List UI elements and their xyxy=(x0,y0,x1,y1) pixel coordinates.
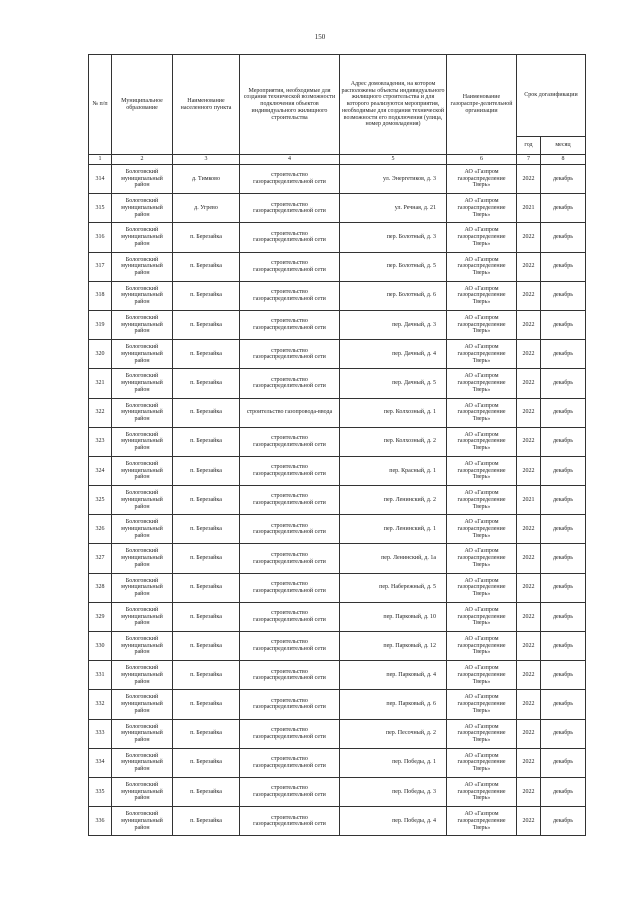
row-number: 325 xyxy=(89,486,112,515)
month-cell: декабрь xyxy=(541,310,586,339)
table-row xyxy=(89,632,586,661)
year-cell: 2022 xyxy=(517,690,541,719)
column-number: 1 xyxy=(89,155,112,165)
address-cell: пер. Ленинский, д. 2 xyxy=(340,486,447,515)
row-number: 328 xyxy=(89,573,112,602)
column-number: 6 xyxy=(447,155,517,165)
row-number: 314 xyxy=(89,165,112,194)
address-cell: пер. Парковый, д. 12 xyxy=(340,632,447,661)
municipality-cell: Бологовский муниципальный район xyxy=(112,690,173,719)
header-num: № п/п xyxy=(89,55,112,155)
settlement-cell: п. Березайка xyxy=(173,369,240,398)
address-cell: пер. Болотный, д. 3 xyxy=(340,223,447,252)
address-cell: пер. Победы, д. 1 xyxy=(340,748,447,777)
address-cell: пер. Болотный, д. 5 xyxy=(340,252,447,281)
measure-cell: строительство газораспределительной сети xyxy=(240,486,340,515)
header-organization: Наименование газораспре-делительной организации xyxy=(447,55,517,155)
measure-cell: строительство газораспределительной сети xyxy=(240,777,340,806)
table-row xyxy=(89,807,586,836)
table-row xyxy=(89,544,586,573)
month-cell: декабрь xyxy=(541,223,586,252)
municipality-cell: Бологовский муниципальный район xyxy=(112,194,173,223)
month-cell: декабрь xyxy=(541,281,586,310)
address-cell: пер. Дачный, д. 4 xyxy=(340,340,447,369)
measure-cell: строительство газораспределительной сети xyxy=(240,223,340,252)
address-cell: пер. Ленинский, д. 1 xyxy=(340,515,447,544)
settlement-cell: п. Березайка xyxy=(173,252,240,281)
year-cell: 2022 xyxy=(517,807,541,836)
table-row xyxy=(89,661,586,690)
year-cell: 2022 xyxy=(517,427,541,456)
organization-cell: АО «Газпром газораспределение Тверь» xyxy=(447,807,517,836)
year-cell: 2022 xyxy=(517,544,541,573)
month-cell: декабрь xyxy=(541,398,586,427)
settlement-cell: п. Березайка xyxy=(173,573,240,602)
municipality-cell: Бологовский муниципальный район xyxy=(112,486,173,515)
month-cell: декабрь xyxy=(541,690,586,719)
month-cell: декабрь xyxy=(541,194,586,223)
measure-cell: строительство газораспределительной сети xyxy=(240,632,340,661)
header-deadline: Срок догазификации xyxy=(517,55,586,137)
municipality-cell: Бологовский муниципальный район xyxy=(112,369,173,398)
month-cell: декабрь xyxy=(541,573,586,602)
month-cell: декабрь xyxy=(541,661,586,690)
organization-cell: АО «Газпром газораспределение Тверь» xyxy=(447,602,517,631)
table-row xyxy=(89,486,586,515)
address-cell: пер. Колхозный, д. 1 xyxy=(340,398,447,427)
settlement-cell: п. Березайка xyxy=(173,690,240,719)
year-cell: 2021 xyxy=(517,194,541,223)
municipality-cell: Бологовский муниципальный район xyxy=(112,777,173,806)
column-number: 7 xyxy=(517,155,541,165)
table-row xyxy=(89,777,586,806)
measure-cell: строительство газораспределительной сети xyxy=(240,690,340,719)
address-cell: пер. Парковый, д. 10 xyxy=(340,602,447,631)
month-cell: декабрь xyxy=(541,427,586,456)
table-row xyxy=(89,252,586,281)
address-cell: ул. Энергетиков, д. 3 xyxy=(340,165,447,194)
table-row xyxy=(89,690,586,719)
row-number: 336 xyxy=(89,807,112,836)
address-cell: пер. Красный, д. 1 xyxy=(340,456,447,485)
settlement-cell: п. Березайка xyxy=(173,632,240,661)
address-cell: пер. Дачный, д. 5 xyxy=(340,369,447,398)
measure-cell: строительство газораспределительной сети xyxy=(240,544,340,573)
settlement-cell: п. Березайка xyxy=(173,515,240,544)
row-number: 318 xyxy=(89,281,112,310)
gasification-table xyxy=(88,54,586,836)
municipality-cell: Бологовский муниципальный район xyxy=(112,398,173,427)
municipality-cell: Бологовский муниципальный район xyxy=(112,632,173,661)
header-month: месяц xyxy=(541,137,586,155)
organization-cell: АО «Газпром газораспределение Тверь» xyxy=(447,515,517,544)
table-row xyxy=(89,369,586,398)
month-cell: декабрь xyxy=(541,777,586,806)
year-cell: 2022 xyxy=(517,661,541,690)
measure-cell: строительство газораспределительной сети xyxy=(240,661,340,690)
measure-cell: строительство газораспределительной сети xyxy=(240,807,340,836)
address-cell: пер. Парковый, д. 6 xyxy=(340,690,447,719)
year-cell: 2022 xyxy=(517,456,541,485)
settlement-cell: п. Березайка xyxy=(173,661,240,690)
row-number: 319 xyxy=(89,310,112,339)
row-number: 315 xyxy=(89,194,112,223)
address-cell: пер. Болотный, д. 6 xyxy=(340,281,447,310)
month-cell: декабрь xyxy=(541,340,586,369)
year-cell: 2022 xyxy=(517,369,541,398)
table-row xyxy=(89,515,586,544)
municipality-cell: Бологовский муниципальный район xyxy=(112,340,173,369)
address-cell: пер. Парковый, д. 4 xyxy=(340,661,447,690)
settlement-cell: п. Березайка xyxy=(173,544,240,573)
municipality-cell: Бологовский муниципальный район xyxy=(112,807,173,836)
row-number: 333 xyxy=(89,719,112,748)
municipality-cell: Бологовский муниципальный район xyxy=(112,223,173,252)
organization-cell: АО «Газпром газораспределение Тверь» xyxy=(447,486,517,515)
month-cell: декабрь xyxy=(541,369,586,398)
measure-cell: строительство газораспределительной сети xyxy=(240,281,340,310)
organization-cell: АО «Газпром газораспределение Тверь» xyxy=(447,165,517,194)
row-number: 317 xyxy=(89,252,112,281)
organization-cell: АО «Газпром газораспределение Тверь» xyxy=(447,223,517,252)
year-cell: 2022 xyxy=(517,165,541,194)
settlement-cell: п. Березайка xyxy=(173,748,240,777)
measure-cell: строительство газораспределительной сети xyxy=(240,310,340,339)
settlement-cell: п. Березайка xyxy=(173,310,240,339)
month-cell: декабрь xyxy=(541,807,586,836)
row-number: 321 xyxy=(89,369,112,398)
year-cell: 2022 xyxy=(517,602,541,631)
column-number: 3 xyxy=(173,155,240,165)
settlement-cell: п. Березайка xyxy=(173,486,240,515)
year-cell: 2022 xyxy=(517,252,541,281)
organization-cell: АО «Газпром газораспределение Тверь» xyxy=(447,194,517,223)
table-row xyxy=(89,719,586,748)
settlement-cell: п. Березайка xyxy=(173,340,240,369)
row-number: 326 xyxy=(89,515,112,544)
month-cell: декабрь xyxy=(541,719,586,748)
row-number: 322 xyxy=(89,398,112,427)
settlement-cell: п. Березайка xyxy=(173,807,240,836)
measure-cell: строительство газораспределительной сети xyxy=(240,573,340,602)
row-number: 334 xyxy=(89,748,112,777)
row-number: 323 xyxy=(89,427,112,456)
organization-cell: АО «Газпром газораспределение Тверь» xyxy=(447,690,517,719)
header-year: год xyxy=(517,137,541,155)
organization-cell: АО «Газпром газораспределение Тверь» xyxy=(447,310,517,339)
organization-cell: АО «Газпром газораспределение Тверь» xyxy=(447,544,517,573)
organization-cell: АО «Газпром газораспределение Тверь» xyxy=(447,748,517,777)
address-cell: пер. Набережный, д. 5 xyxy=(340,573,447,602)
table-row xyxy=(89,281,586,310)
year-cell: 2022 xyxy=(517,777,541,806)
year-cell: 2022 xyxy=(517,281,541,310)
organization-cell: АО «Газпром газораспределение Тверь» xyxy=(447,456,517,485)
measure-cell: строительство газораспределительной сети xyxy=(240,456,340,485)
month-cell: декабрь xyxy=(541,165,586,194)
organization-cell: АО «Газпром газораспределение Тверь» xyxy=(447,661,517,690)
month-cell: декабрь xyxy=(541,456,586,485)
month-cell: декабрь xyxy=(541,252,586,281)
month-cell: декабрь xyxy=(541,602,586,631)
organization-cell: АО «Газпром газораспределение Тверь» xyxy=(447,719,517,748)
table-row xyxy=(89,602,586,631)
year-cell: 2022 xyxy=(517,310,541,339)
column-number: 4 xyxy=(240,155,340,165)
header-measure: Мероприятия, необходимые для создания технической возможности подключения объектов индивидуального жилищного строительства xyxy=(240,55,340,155)
table-row xyxy=(89,223,586,252)
measure-cell: строительство газораспределительной сети xyxy=(240,252,340,281)
municipality-cell: Бологовский муниципальный район xyxy=(112,544,173,573)
row-number: 324 xyxy=(89,456,112,485)
year-cell: 2022 xyxy=(517,573,541,602)
settlement-cell: п. Березайка xyxy=(173,777,240,806)
settlement-cell: п. Березайка xyxy=(173,427,240,456)
measure-cell: строительство газораспределительной сети xyxy=(240,719,340,748)
municipality-cell: Бологовский муниципальный район xyxy=(112,573,173,602)
measure-cell: строительство газопровода-ввода xyxy=(240,398,340,427)
settlement-cell: п. Березайка xyxy=(173,281,240,310)
year-cell: 2021 xyxy=(517,486,541,515)
page-number: 150 xyxy=(314,33,326,41)
column-number: 2 xyxy=(112,155,173,165)
table-row xyxy=(89,456,586,485)
organization-cell: АО «Газпром газораспределение Тверь» xyxy=(447,632,517,661)
municipality-cell: Бологовский муниципальный район xyxy=(112,427,173,456)
column-number: 8 xyxy=(541,155,586,165)
measure-cell: строительство газораспределительной сети xyxy=(240,515,340,544)
table-row xyxy=(89,427,586,456)
address-cell: пер. Песочный, д. 2 xyxy=(340,719,447,748)
row-number: 335 xyxy=(89,777,112,806)
municipality-cell: Бологовский муниципальный район xyxy=(112,602,173,631)
table-row xyxy=(89,573,586,602)
table-row xyxy=(89,748,586,777)
address-cell: пер. Ленинский, д. 1а xyxy=(340,544,447,573)
table-row xyxy=(89,398,586,427)
row-number: 320 xyxy=(89,340,112,369)
column-number-row xyxy=(89,155,586,165)
organization-cell: АО «Газпром газораспределение Тверь» xyxy=(447,340,517,369)
table-row xyxy=(89,165,586,194)
header-municipality: Муниципальное образование xyxy=(112,55,173,155)
measure-cell: строительство газораспределительной сети xyxy=(240,340,340,369)
municipality-cell: Бологовский муниципальный район xyxy=(112,252,173,281)
address-cell: пер. Дачный, д. 3 xyxy=(340,310,447,339)
municipality-cell: Бологовский муниципальный район xyxy=(112,456,173,485)
year-cell: 2022 xyxy=(517,719,541,748)
month-cell: декабрь xyxy=(541,544,586,573)
column-number: 5 xyxy=(340,155,447,165)
municipality-cell: Бологовский муниципальный район xyxy=(112,310,173,339)
settlement-cell: д. Угрево xyxy=(173,194,240,223)
municipality-cell: Бологовский муниципальный район xyxy=(112,719,173,748)
year-cell: 2022 xyxy=(517,223,541,252)
organization-cell: АО «Газпром газораспределение Тверь» xyxy=(447,573,517,602)
measure-cell: строительство газораспределительной сети xyxy=(240,602,340,631)
measure-cell: строительство газораспределительной сети xyxy=(240,194,340,223)
row-number: 332 xyxy=(89,690,112,719)
row-number: 330 xyxy=(89,632,112,661)
organization-cell: АО «Газпром газораспределение Тверь» xyxy=(447,427,517,456)
row-number: 316 xyxy=(89,223,112,252)
measure-cell: строительство газораспределительной сети xyxy=(240,427,340,456)
year-cell: 2022 xyxy=(517,515,541,544)
settlement-cell: п. Березайка xyxy=(173,456,240,485)
year-cell: 2022 xyxy=(517,398,541,427)
address-cell: пер. Победы, д. 3 xyxy=(340,777,447,806)
table-row xyxy=(89,310,586,339)
month-cell: декабрь xyxy=(541,748,586,777)
municipality-cell: Бологовский муниципальный район xyxy=(112,515,173,544)
municipality-cell: Бологовский муниципальный район xyxy=(112,281,173,310)
table-header xyxy=(89,55,586,165)
table-row xyxy=(89,194,586,223)
organization-cell: АО «Газпром газораспределение Тверь» xyxy=(447,777,517,806)
year-cell: 2022 xyxy=(517,632,541,661)
settlement-cell: п. Березайка xyxy=(173,398,240,427)
settlement-cell: д. Тимково xyxy=(173,165,240,194)
row-number: 327 xyxy=(89,544,112,573)
address-cell: ул. Речная, д. 21 xyxy=(340,194,447,223)
row-number: 329 xyxy=(89,602,112,631)
table-row xyxy=(89,340,586,369)
year-cell: 2022 xyxy=(517,340,541,369)
header-settlement: Наименование населенного пункта xyxy=(173,55,240,155)
measure-cell: строительство газораспределительной сети xyxy=(240,165,340,194)
organization-cell: АО «Газпром газораспределение Тверь» xyxy=(447,281,517,310)
measure-cell: строительство газораспределительной сети xyxy=(240,369,340,398)
address-cell: пер. Колхозный, д. 2 xyxy=(340,427,447,456)
settlement-cell: п. Березайка xyxy=(173,602,240,631)
table-body xyxy=(89,165,586,836)
municipality-cell: Бологовский муниципальный район xyxy=(112,661,173,690)
month-cell: декабрь xyxy=(541,632,586,661)
organization-cell: АО «Газпром газораспределение Тверь» xyxy=(447,369,517,398)
year-cell: 2022 xyxy=(517,748,541,777)
measure-cell: строительство газораспределительной сети xyxy=(240,748,340,777)
municipality-cell: Бологовский муниципальный район xyxy=(112,165,173,194)
organization-cell: АО «Газпром газораспределение Тверь» xyxy=(447,252,517,281)
municipality-cell: Бологовский муниципальный район xyxy=(112,748,173,777)
settlement-cell: п. Березайка xyxy=(173,223,240,252)
header-address: Адрес домовладения, на котором расположены объекты индивидуального жилищного строительства и для которого реализуются мероприятия, необходимые для создания технической возможности его подключения (улица, номер домовладения) xyxy=(340,55,447,155)
month-cell: декабрь xyxy=(541,486,586,515)
row-number: 331 xyxy=(89,661,112,690)
month-cell: декабрь xyxy=(541,515,586,544)
settlement-cell: п. Березайка xyxy=(173,719,240,748)
address-cell: пер. Победы, д. 4 xyxy=(340,807,447,836)
organization-cell: АО «Газпром газораспределение Тверь» xyxy=(447,398,517,427)
